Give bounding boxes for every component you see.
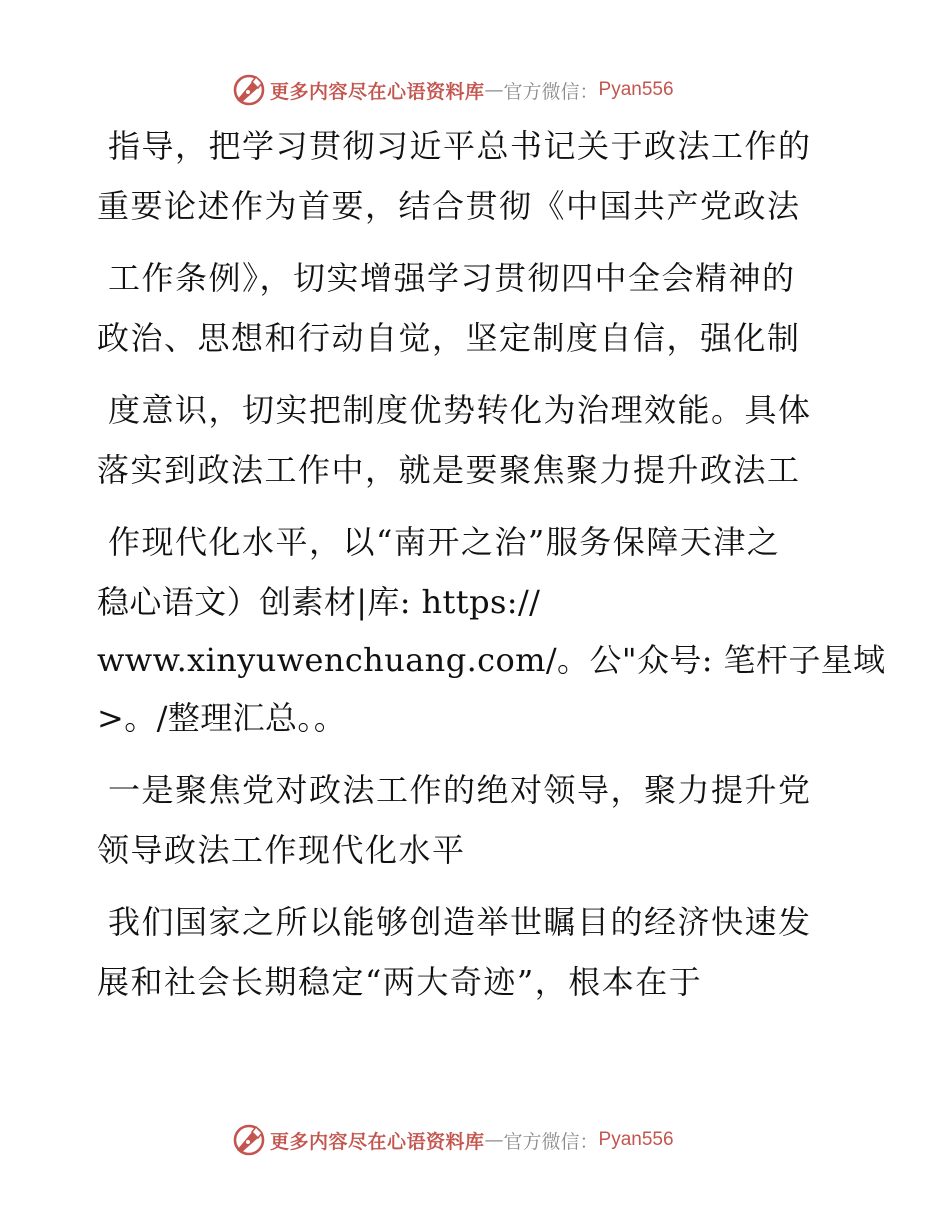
header-contact-label: 官方微信：	[503, 80, 599, 103]
body-line-1: 指导，把学习贯彻习近平总书记关于政法工作的	[108, 127, 812, 165]
body-line-11: 一是聚焦党对政法工作的绝对领导，聚力提升党	[108, 771, 812, 809]
body-line-10: >。/整理汇总。。	[97, 699, 347, 737]
header-banner	[232, 72, 674, 108]
pen-nib-circle-logo-icon	[232, 73, 266, 107]
footer-brand-text: 更多内容尽在心语资料库	[270, 1130, 485, 1153]
body-line-7: 作现代化水平，以“南开之治”服务保障天津之	[108, 523, 781, 561]
body-line-4: 政治、思想和行动自觉，坚定制度自信，强化制	[97, 319, 801, 357]
header-separator: —	[484, 79, 504, 101]
body-line-9: www.xinyuwenchuang.com/。公"众号: 笔杆子星域	[97, 641, 886, 679]
body-line-6: 落实到政法工作中，就是要聚焦聚力提升政法工	[97, 451, 801, 489]
body-line-2: 重要论述作为首要，结合贯彻《中国共产党政法	[97, 187, 801, 225]
header-wechat-id: Pyan556	[598, 79, 674, 100]
body-line-14: 展和社会长期稳定“两大奇迹”，根本在于	[97, 963, 703, 1001]
footer-separator: —	[484, 1129, 504, 1151]
body-line-3: 工作条例》，切实增强学习贯彻四中全会精神的	[108, 259, 796, 297]
pen-nib-circle-logo-icon	[232, 1123, 266, 1157]
body-line-13: 我们国家之所以能够创造举世瞩目的经济快速发	[108, 903, 812, 941]
footer-wechat-id: Pyan556	[598, 1129, 674, 1150]
footer-contact-label: 官方微信：	[503, 1130, 599, 1153]
header-brand-text: 更多内容尽在心语资料库	[270, 80, 485, 103]
body-line-5: 度意识，切实把制度优势转化为治理效能。具体	[108, 391, 812, 429]
body-line-8: 稳心语文）创素材|库: https://	[97, 583, 541, 621]
footer-banner	[232, 1122, 674, 1158]
body-line-12: 领导政法工作现代化水平	[97, 831, 466, 869]
